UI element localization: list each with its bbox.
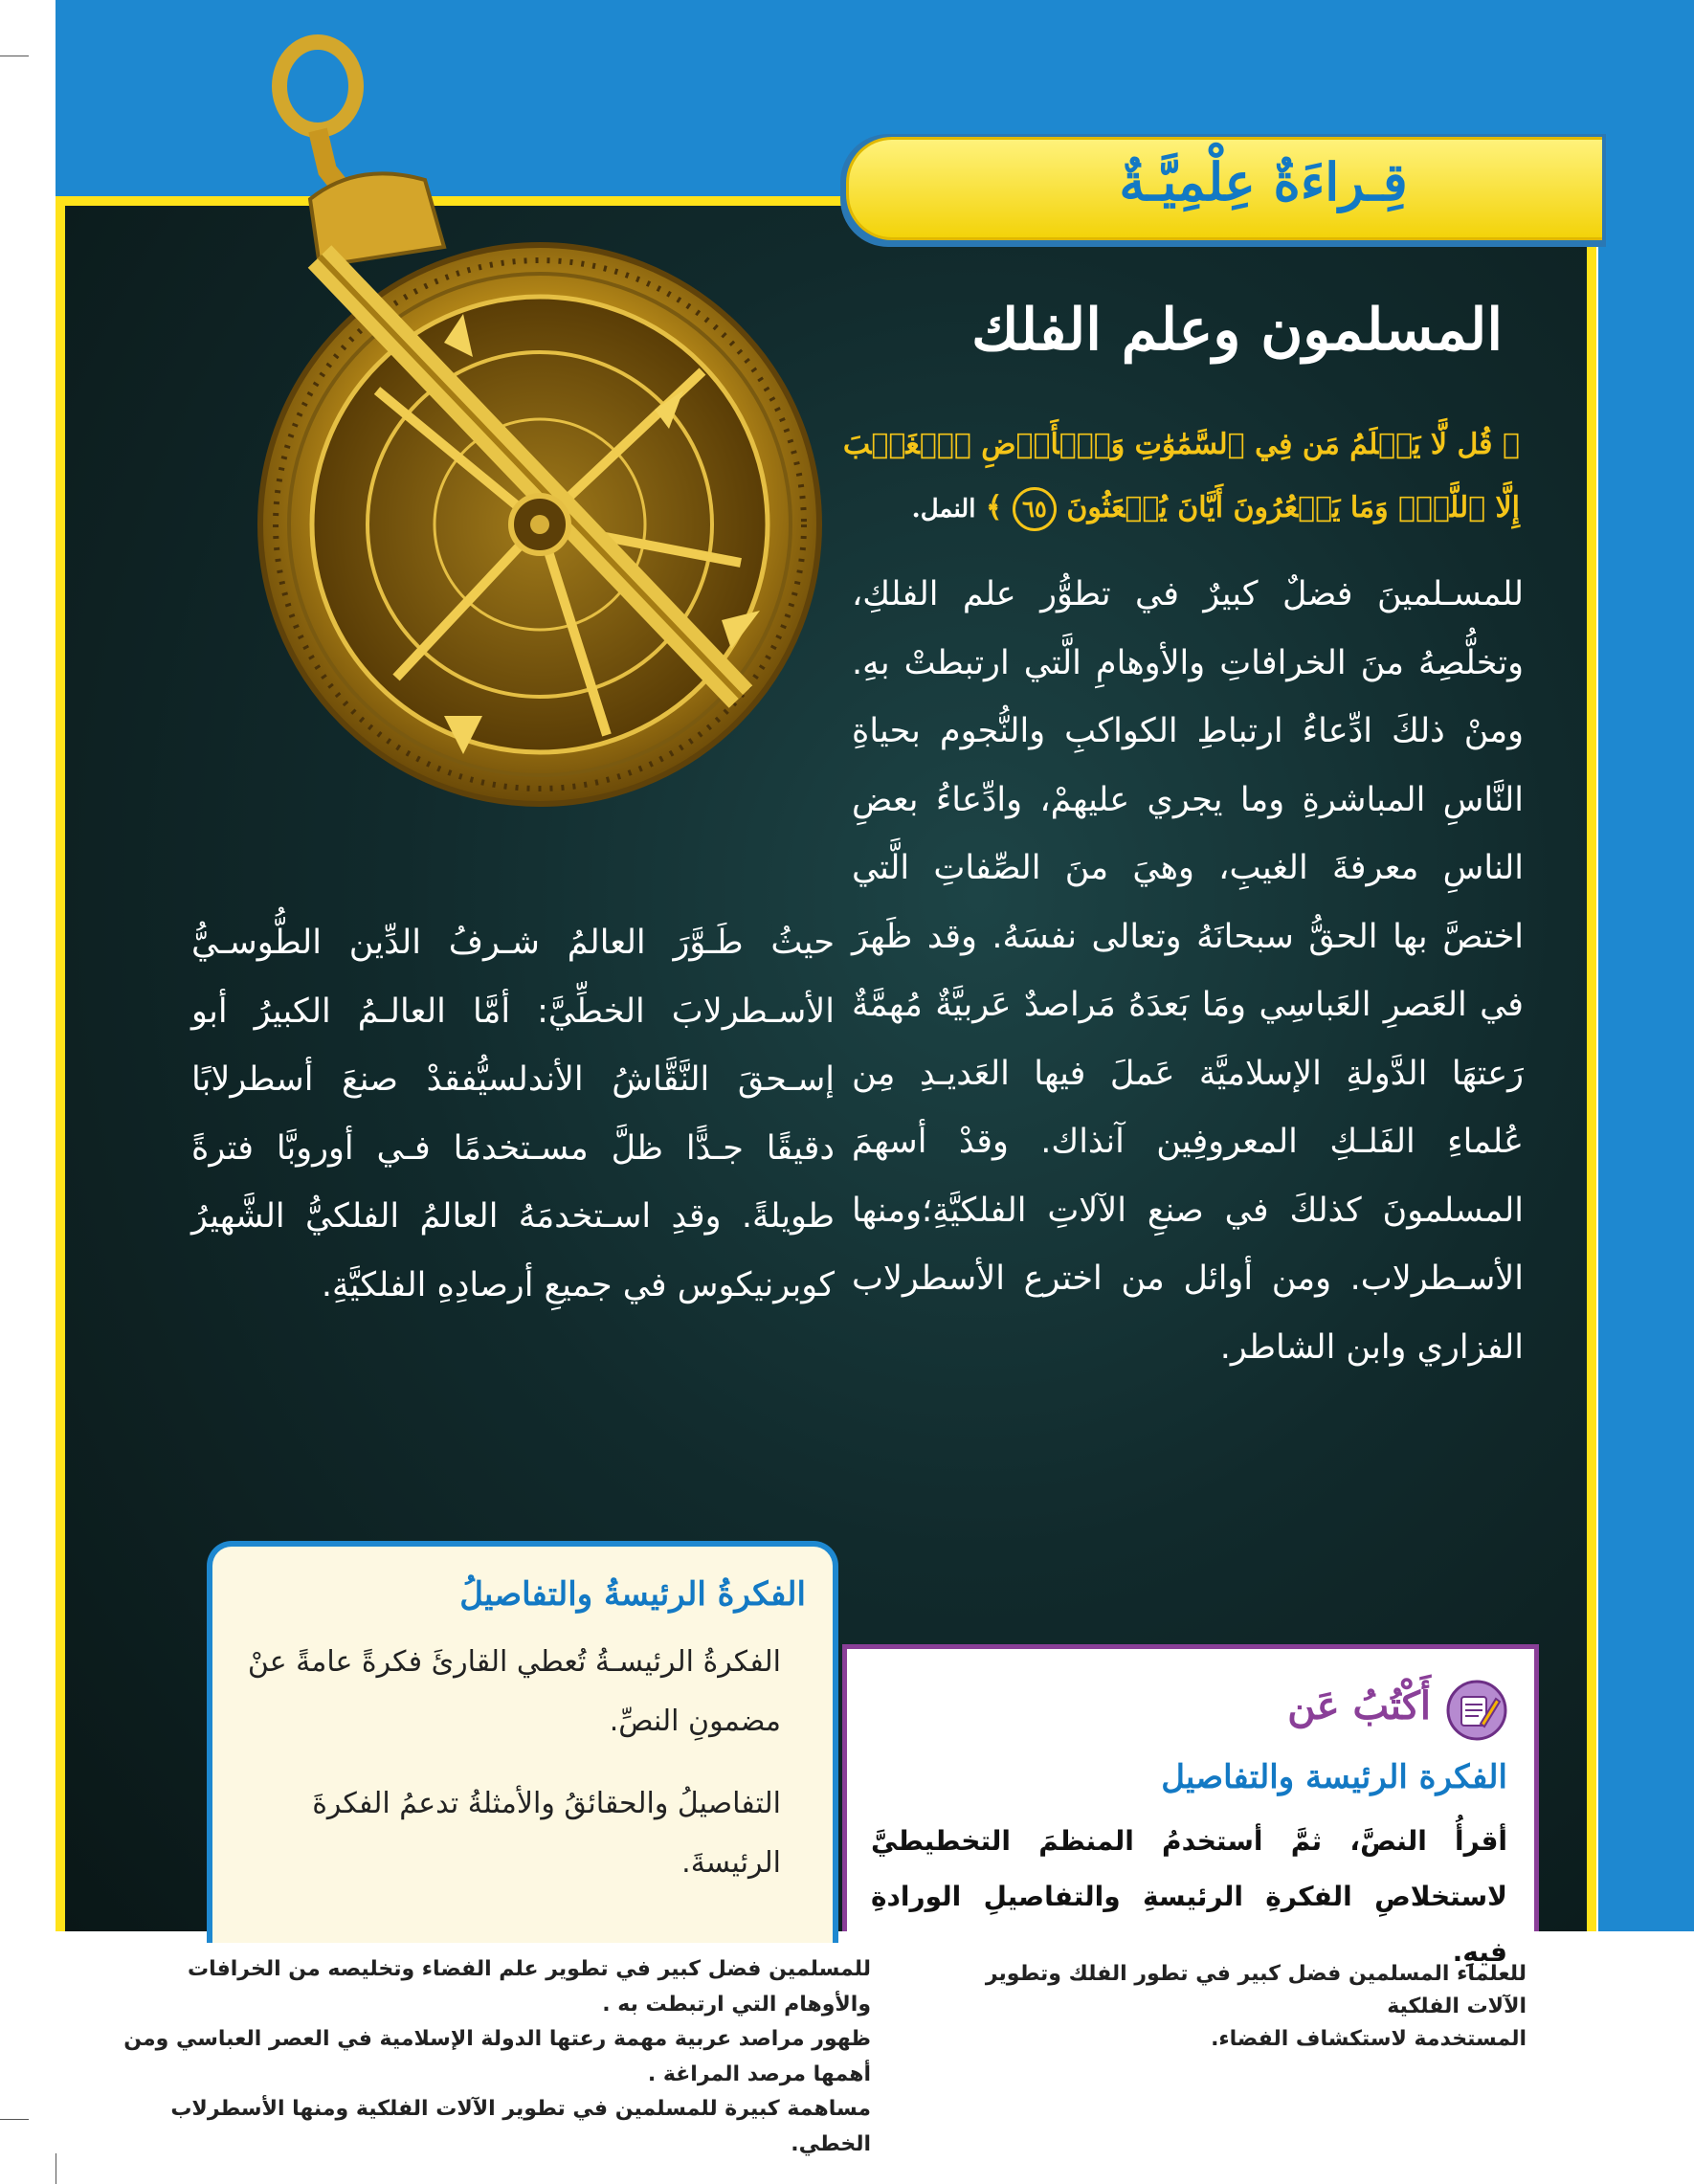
ayah-number: ٦٥ xyxy=(1013,487,1057,531)
verse-text: قُل لَّا يَعۡلَمُ مَن فِي ٱلسَّمَٰوَٰتِ وَٱلۡأَرۡضِ ٱلۡغَيۡبَ إِلَّا ٱللَّهُۚ وَمَا يَشۡعُرُونَ أَيَّانَ يُبۡعَثُونَ xyxy=(842,428,1520,524)
surah-name: النمل. xyxy=(911,495,976,524)
astrolabe-image xyxy=(205,27,932,812)
write-about-instructions: أقرأُ النصَّ، ثمَّ أستخدمُ المنظمَ التخطيطيَّ لاستخلاصِ الفكرةِ الرئيسةِ والتفاصيلِ الورادةِ فيهِ. xyxy=(871,1825,1507,1968)
note-line: والأوهام التي ارتبطت به . xyxy=(602,1992,871,2017)
note-line: ظهور مراصد عربية مهمة رعتها الدولة الإسلامية في العصر العباسي ومن xyxy=(123,2027,871,2051)
right-blue-band xyxy=(1598,0,1694,1931)
article-side-text: حيثُ طَـوَّرَ العالمُ شـرفُ الدِّين الطُّوسـيُّ الأسـطرلابَ الخطِّيَّ: أمَّا العالـمُ الكبيرُ أبو إسـحقَ النَّقَّاشُ الأندلسيُّفقدْ صنعَ أسطرلابًا دقيقًا جـدًّا ظلَّ مسـتخدمًا فـي أوروبَّا فترةً طويلةً. وقدِ اسـتخدمَهُ العالمُ الفلكيُّ الشَّهيرُ كوبرنيكوس في جميعِ أرصادِهِ الفلكيَّةِ. xyxy=(191,924,835,1304)
main-idea-box xyxy=(207,1541,838,1943)
note-line: للمسلمين فضل كبير في تطوير علم الفضاء وتخليصه من الخرافات xyxy=(187,1957,871,1981)
note-line: أهمها مرصد المراغة . xyxy=(647,2061,871,2086)
article-body: للمسـلمينَ فضلٌ كبيرٌ في تطوُّر علم الفلكِ، وتخلُّصِهُ منَ الخرافاتِ والأوهامِ الَّتي ارتبطتْ بهِ. ومنْ ذلكَ ادِّعاءُ ارتباطِ الكواكبِ والنُّجوم بحياةِ النَّاسِ المباشرةِ وما يجري عليهمْ، وادِّعاءُ بعضِ الناسِ معرفةَ الغيبِ، وهيَ منَ الصِّفاتِ الَّتي اختصَّ بها الحقُّ سبحانَهُ وتعالى نفسَهُ. وقد ظَهرَ في العَصرِ العَباسِي ومَا بَعدَهُ مَراصدٌ عَربيَّةٌ مُهمَّةٌ رَعتهَا الدَّولةِ الإسلاميَّة عَملَ فيها العَديـدِ مِن عُلماءِ الفَلـكِ المعروفِين آنذاك. وقدْ أسهمَ المسلمونَ كذلكَ في صنعِ الآلاتِ الفلكيَّةِ؛ومنها الأسـطرلاب. ومن أوائل من اخترع الأسطرلاب الفزاري وابن الشاطر. xyxy=(852,575,1524,1367)
note-line: المستخدمة لاستكشاف الفضاء. xyxy=(1211,2027,1527,2051)
note-line: مساهمة كبيرة للمسلمين في تطوير الآلات الفلكية ومنها الأسطرلاب الخطي. xyxy=(170,2097,871,2156)
quran-verse xyxy=(831,413,1520,541)
section-tab-title: قِـراءَةٌ عِلْمِيَّـةٌ xyxy=(1119,151,1408,212)
write-about-subheading: الفكرة الرئيسة والتفاصيل xyxy=(1161,1758,1507,1796)
main-idea-title: الفكرةُ الرئيسةُ والتفاصيلُ xyxy=(459,1575,806,1614)
note-line: للعلماء المسلمين فضل كبير في تطور الفلك وتطوير الآلات الفلكية xyxy=(985,1962,1527,2018)
crop-mark xyxy=(0,2119,29,2120)
write-about-heading: أَكْتُبُ عَن xyxy=(1287,1683,1431,1728)
article-title: المسلمون وعلم الفلك xyxy=(971,297,1503,364)
verse-open-ornament: ﴿ xyxy=(1502,428,1520,461)
pencil-note-icon xyxy=(1446,1680,1507,1741)
notes-right xyxy=(924,1958,1527,2056)
notes-left xyxy=(86,1952,871,2162)
details-definition: التفاصيلُ والحقائقُ والأمثلةُ تدعمُ الفكرةَ الرئيسةَ. xyxy=(312,1787,781,1880)
verse-close-ornament: ﴾ xyxy=(985,491,1003,524)
write-about-box xyxy=(842,1644,1539,1968)
main-idea-definition: الفكرةُ الرئيسـةُ تُعطي القارئَ فكرةً عامةً عنْ مضمونِ النصِّ. xyxy=(247,1645,781,1738)
